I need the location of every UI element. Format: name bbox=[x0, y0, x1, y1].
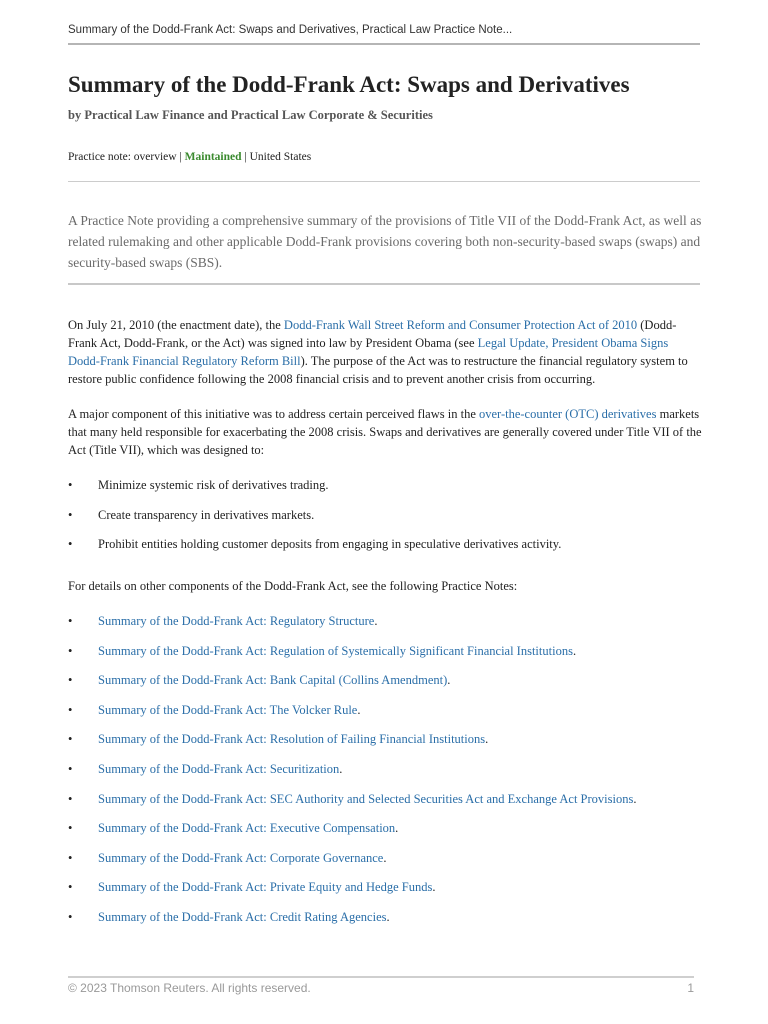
list-item-text: Create transparency in derivatives markets. bbox=[98, 507, 315, 522]
dodd-frank-act-link[interactable]: Dodd-Frank Wall Street Reform and Consumer Protection Act of 2010 bbox=[283, 318, 638, 332]
list-item bbox=[68, 730, 702, 760]
link-suffix: . bbox=[383, 850, 387, 865]
practice-note-link[interactable]: Summary of the Dodd-Frank Act: Credit Rating Agencies bbox=[98, 909, 387, 924]
page-title: Summary of the Dodd-Frank Act: Swaps and Derivatives bbox=[68, 72, 630, 97]
bullet-icon: • bbox=[68, 507, 73, 522]
link-suffix: . bbox=[357, 702, 361, 717]
bullet-icon: • bbox=[68, 850, 73, 865]
byline: by Practical Law Finance and Practical Law Corporate & Securities bbox=[68, 108, 433, 122]
otc-paragraph: A major component of this initiative was to address certain perceived flaws in the over-the-counter (OTC) derivatives markets that many held responsible for exacerbating the 2008 crisis. Swaps and derivatives are generally covered under Title VII of the Act (Title VII), which was designed to: bbox=[68, 407, 702, 457]
list-item bbox=[68, 535, 702, 565]
bullet-icon: • bbox=[68, 909, 73, 924]
bullet-icon: • bbox=[68, 537, 73, 552]
intro-paragraph: On July 21, 2010 (the enactment date), the Dodd-Frank Wall Street Reform and Consumer Protection Act of 2010 (Dodd-Frank Act, Dodd-Frank, or the Act) was signed into law by President Obama (see Legal Update, President Obama Signs Dodd-Frank Financial Regulatory Reform Bill). The purpose of the Act was to restructure the financial regulatory system to restore public confidence following the 2008 financial crisis and to prevent another crisis from occurring. bbox=[68, 318, 688, 386]
copyright: © 2023 Thomson Reuters. All rights reserved. bbox=[68, 981, 311, 995]
bullet-icon: • bbox=[68, 880, 73, 895]
bullet-icon: • bbox=[68, 761, 73, 776]
meta-separator: | bbox=[179, 151, 182, 163]
practice-note-link[interactable]: Summary of the Dodd-Frank Act: Regulatory Structure bbox=[98, 614, 375, 628]
list-item bbox=[68, 849, 702, 879]
list-item bbox=[68, 476, 702, 506]
otc-derivatives-link[interactable]: over-the-counter (OTC) derivatives bbox=[479, 407, 657, 421]
title-vii-goals-list bbox=[68, 476, 702, 565]
practice-note-link[interactable]: Summary of the Dodd-Frank Act: Corporate Governance bbox=[98, 850, 384, 865]
link-suffix: . bbox=[395, 821, 399, 836]
meta-divider bbox=[68, 181, 700, 182]
list-item bbox=[68, 671, 702, 701]
list-item-text: Minimize systemic risk of derivatives trading. bbox=[98, 478, 329, 492]
list-item bbox=[68, 506, 702, 536]
bullet-icon: • bbox=[68, 478, 73, 492]
practice-note-link[interactable]: Summary of the Dodd-Frank Act: Regulation of Systemically Significant Financial Institutions bbox=[98, 643, 573, 658]
link-suffix: . bbox=[633, 791, 637, 806]
list-item bbox=[68, 612, 702, 642]
note-type: Practice note: overview bbox=[68, 151, 177, 163]
list-item-text: Prohibit entities holding customer deposits from engaging in speculative derivatives activity. bbox=[98, 537, 562, 552]
practice-note-link[interactable]: Summary of the Dodd-Frank Act: Private Equity and Hedge Funds bbox=[98, 880, 433, 895]
related-notes-list bbox=[68, 612, 702, 938]
link-suffix: . bbox=[386, 909, 390, 924]
bullet-icon: • bbox=[68, 702, 73, 717]
abstract: A Practice Note providing a comprehensive summary of the provisions of Title VII of the Dodd-Frank Act, as well as related rulemaking and other applicable Dodd-Frank provisions covering both non-security-based swaps (swaps) and security-based swaps (SBS). bbox=[68, 213, 702, 270]
list-item bbox=[68, 701, 702, 731]
list-item bbox=[68, 790, 702, 820]
list-item bbox=[68, 642, 702, 672]
bullet-icon: • bbox=[68, 673, 73, 688]
bullet-icon: • bbox=[68, 791, 73, 806]
practice-note-link[interactable]: Summary of the Dodd-Frank Act: Executive Compensation bbox=[98, 821, 396, 836]
page-number: 1 bbox=[687, 981, 694, 995]
link-suffix: . bbox=[572, 643, 577, 658]
list-item bbox=[68, 819, 702, 849]
practice-note-link[interactable]: Summary of the Dodd-Frank Act: Securitization bbox=[98, 761, 340, 776]
link-suffix: . bbox=[374, 614, 378, 628]
legal-update-link[interactable]: Legal Update, President Obama Signs Dodd-Frank Financial Regulatory Reform Bill bbox=[68, 336, 669, 368]
link-suffix: . bbox=[485, 732, 489, 747]
document-meta bbox=[68, 151, 311, 163]
list-item bbox=[68, 908, 702, 938]
bullet-icon: • bbox=[68, 643, 73, 658]
link-suffix: . bbox=[339, 761, 343, 776]
header-divider bbox=[68, 43, 700, 45]
list-item bbox=[68, 760, 702, 790]
practice-note-link[interactable]: Summary of the Dodd-Frank Act: The Volcker Rule bbox=[98, 702, 358, 717]
jurisdiction: United States bbox=[249, 151, 312, 163]
list-item bbox=[68, 878, 702, 908]
related-notes-intro: For details on other components of the Dodd-Frank Act, see the following Practice Notes: bbox=[68, 579, 518, 593]
link-suffix: . bbox=[432, 880, 436, 895]
bullet-icon: • bbox=[68, 732, 73, 747]
meta-separator: | bbox=[244, 151, 247, 163]
footer-divider bbox=[68, 976, 694, 978]
link-suffix: . bbox=[447, 673, 451, 688]
bullet-icon: • bbox=[68, 821, 73, 836]
status-badge: Maintained bbox=[184, 151, 242, 163]
abstract-divider bbox=[68, 283, 700, 285]
practice-note-link[interactable]: Summary of the Dodd-Frank Act: Bank Capital (Collins Amendment) bbox=[98, 673, 448, 688]
bullet-icon: • bbox=[68, 614, 73, 628]
practice-note-link[interactable]: Summary of the Dodd-Frank Act: SEC Authority and Selected Securities Act and Exchange Act Provisions bbox=[98, 791, 634, 806]
running-header: Summary of the Dodd-Frank Act: Swaps and Derivatives, Practical Law Practice Note... bbox=[68, 24, 513, 36]
practice-note-link[interactable]: Summary of the Dodd-Frank Act: Resolution of Failing Financial Institutions bbox=[98, 732, 486, 747]
